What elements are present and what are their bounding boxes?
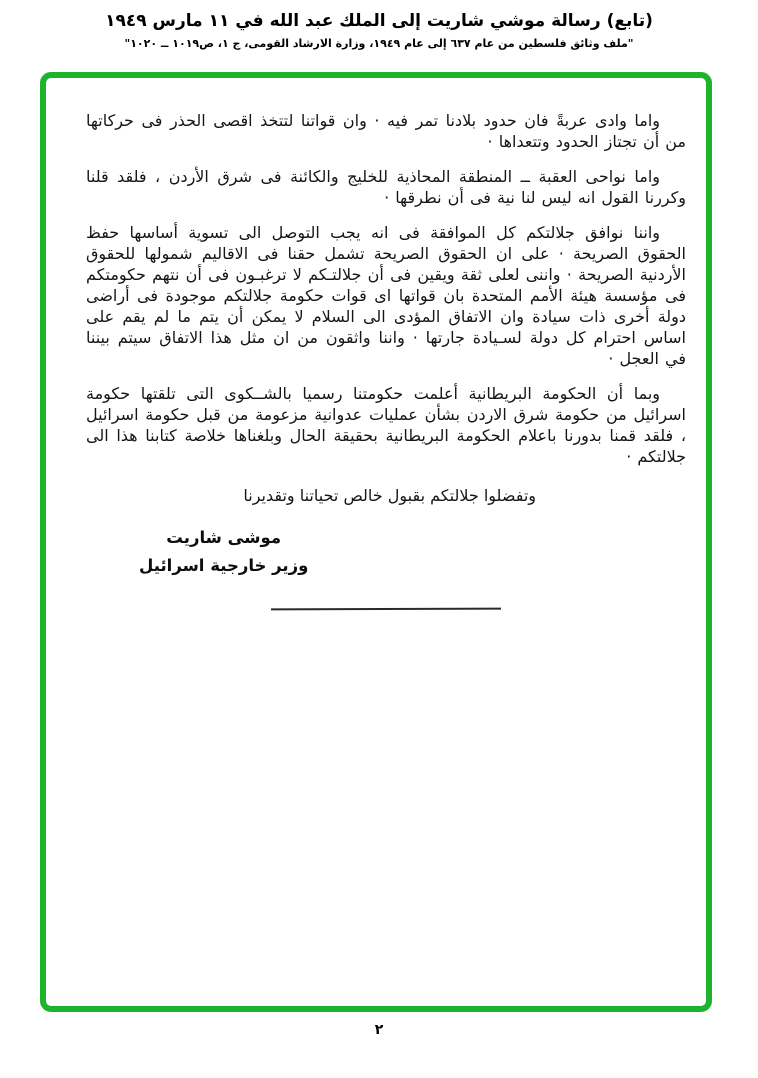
signature-block — [139, 524, 308, 580]
signature-title: وزير خارجية اسرائيل — [139, 556, 309, 575]
closing-line: وتفضلوا جلالتكم بقبول خالص تحياتنا وتقديرنا — [243, 486, 536, 505]
letter-frame — [40, 72, 712, 1012]
letter-paragraph-1: واما وادى عربةً فان حدود بلادنا تمر فيه · وان قواتنا لتتخذ اقصى الحذر فى حركاتها من أن تجتاز الحدود وتتعداها · — [86, 111, 686, 151]
letter-paragraph-3: واننا نوافق جلالتكم كل الموافقة فى انه يجب التوصل الى تسوية أساسها حفظ الحقوق الصريحة · على ان الحقوق الصريحة تشمل حقنا فى الاقاليم شمولها للحقوق الأردنية الصريحة · واننى لعلى ثقة ويقين فى أن جلالتـكم لا ترغبـون فى أن نتهم حكومتكم فى مؤسسة هيئة الأمم المتحدة بان قواتها اى قوات حكومة جلالتكم موجودة فى أراضى دولة أخرى ذات سيادة وان الاتفاق المؤدى الى السلام لا يمكن أن يتم ما لم يقم على اساس احترام كل دولة لسـيادة جارتها · واننا واثقون من ان مثل هذا الاتفاق سيتم بيننا في العجل · — [86, 223, 686, 368]
signature-divider — [271, 608, 501, 611]
letter-paragraph-4: وبما أن الحكومة البريطانية أعلمت حكومتنا رسميا بالشــكوى التى تلقتها حكومة اسرائيل من حكومة شرق الاردن بشأن عمليات عدوانية مزعومة من قبل حكومة اسرائيل ، فلقد قمنا بدورنا باعلام الحكومة البريطانية بحقيقة الحال وبلغناها خلاصة كتابنا هذا الى جلالتكم · — [86, 384, 686, 466]
signature-name: موشى شاريت — [166, 528, 282, 547]
document-source-citation: "ملف وثائق فلسطين من عام ٦٣٧ إلى عام ١٩٤٩، وزارة الارشاد القومى، ج ١، ص١٠١٩ ــ ١٠٢٠" — [124, 36, 634, 50]
document-title: (تابع) رسالة موشي شاريت إلى الملك عبد الله في ١١ مارس ١٩٤٩ — [105, 11, 653, 31]
letter-paragraph-2: واما نواحى العقبة ــ المنطقة المحاذية للخليج والكائنة فى شرق الأردن ، فلقد قلنا وكررنا القول انه ليس لنا نية فى أن نطرقها · — [86, 167, 686, 207]
document-header — [0, 0, 758, 50]
page-number: ٢ — [374, 1022, 384, 1038]
